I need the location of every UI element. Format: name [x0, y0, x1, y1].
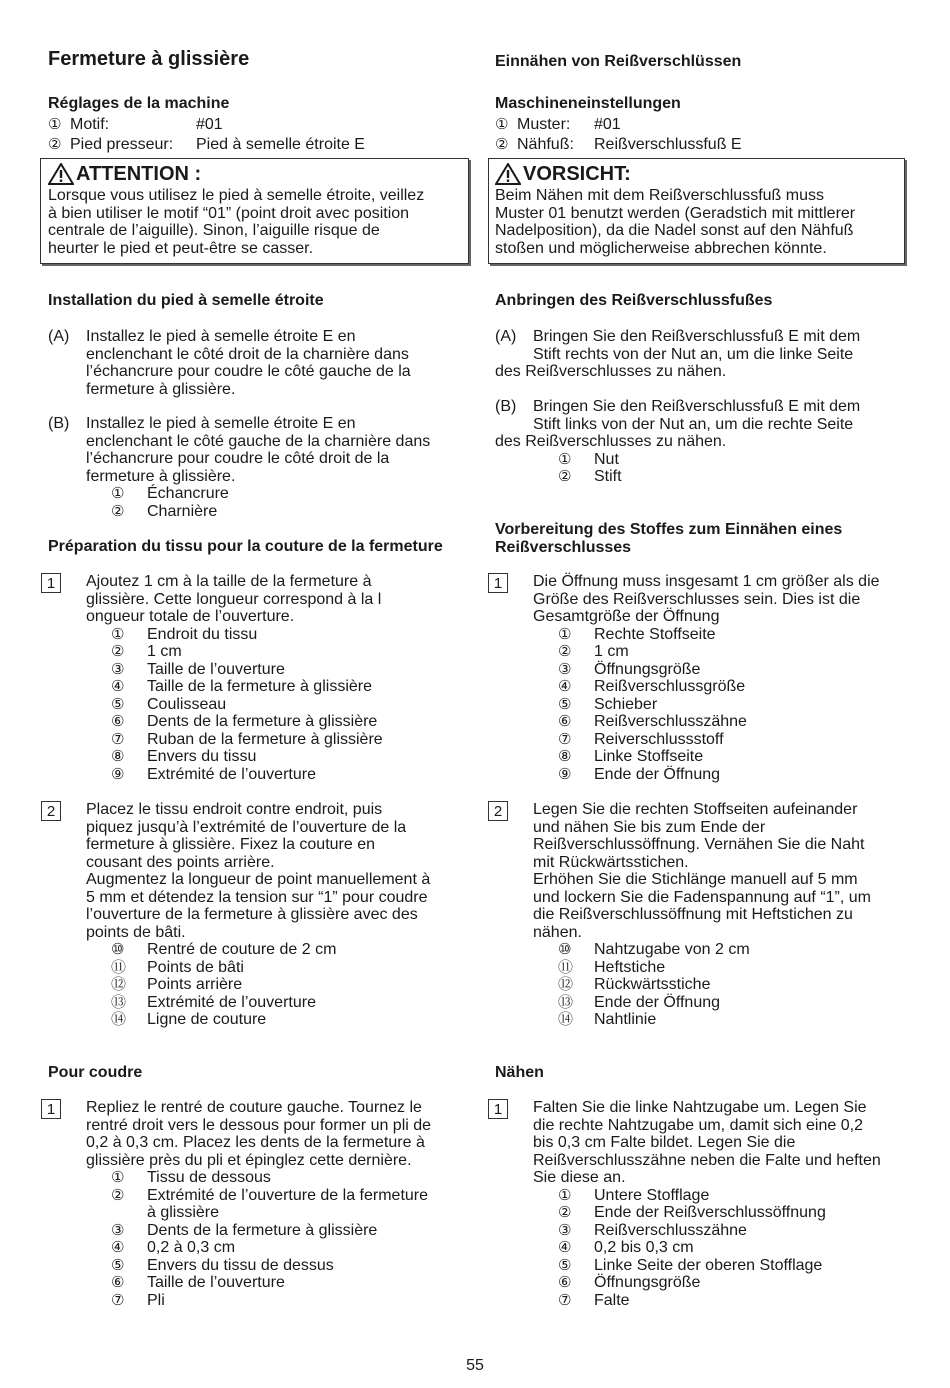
step-number: 2 [488, 801, 508, 821]
list-item: ③ Dents de la fermeture à glissière [111, 1221, 378, 1239]
caution-text: Lorsque vous utilisez le pied à semelle étroite, veillez à bien utiliser le motif “01” (point droit avec position centrale de l’aiguille). Sinon, l’aiguille risque de heurter le pied et peut-être se casser. [48, 187, 425, 257]
list-item: ⑤ Schieber [558, 695, 658, 713]
install-heading-de: Anbringen des Reißverschlussfußes [495, 292, 773, 309]
page-title-de: Einnähen von Reißverschlüssen [495, 53, 742, 70]
settings-row-pattern: ① Motif: #01 [48, 116, 223, 133]
list-item: ⑨ Extrémité de l’ouverture [111, 765, 316, 783]
list-item: ⑫ Points arrière [111, 976, 243, 993]
sew-step-1: 1 Repliez le rentré de couture gauche. Tournez le rentré droit vers le dessous pour former un pli de 0,2 à 0,3 cm. Placez les dents de la fermeture à glissière près du pli et épinglez cette dernière. ① Tissu de dessous ② Extrémité de l’ouverture de la fermeture à glissière ③ Dents de la fermeture à glissière ④ 0,2 à 0,3 cm ⑤ Envers du tissu de dessus ⑥ Taille de l’ouverture ⑦ Pli [48, 1099, 473, 1309]
list-item: ⑧ Envers du tissu [111, 748, 257, 765]
caution-title: ATTENTION : [48, 161, 464, 187]
install-option-a-de: (A) Bringen Sie den Reißverschlussfuß E mit dem Stift rechts von der Nut an, um die linke Seite des Reißverschlusses zu nähen. [495, 328, 861, 380]
list-item: ① Untere Stofflage [558, 1186, 710, 1204]
list-item: ① Rechte Stoffseite [558, 625, 716, 643]
prep-step-1-legend [48, 626, 473, 784]
caution-text-de: Beim Nähen mit dem Reißverschlussfuß muss Muster 01 benutzt werden (Geradstich mit mittlerer Nadelposition), da die Nadel sonst auf den Nähfuß stoßen und möglicherweise abbrechen könnte. [495, 187, 856, 257]
step-number: 1 [41, 573, 61, 593]
list-item: ⑪ Points de bâti [111, 958, 244, 976]
warning-icon [48, 163, 74, 185]
settings-row-pattern-de: ① Muster: #01 [495, 116, 621, 133]
settings-heading-de: Maschineneinstellungen [495, 95, 681, 112]
list-item: ⑧ Linke Stoffseite [558, 748, 704, 765]
prep-step-1-de: 1 Die Öffnung muss insgesamt 1 cm größer als die Größe des Reißverschlusses sein. Dies ist die Gesamtgröße der Öffnung ① Rechte Stoffseite ② 1 cm ③ Öffnungsgröße ④ Reißverschlussgröße ⑤ Schieber ⑥ Reißverschlusszähne ⑦ Reiverschlussstoff ⑧ Linke Stoffseite ⑨ Ende der Öffnung [495, 573, 920, 783]
sew-step-1-legend [48, 1169, 473, 1309]
page-number: 55 [466, 1357, 484, 1374]
step-number: 1 [488, 1099, 508, 1119]
list-item: ⑥ Öffnungsgröße [558, 1274, 701, 1291]
list-item: ⑦ Reiverschlussstoff [558, 730, 724, 748]
install-option-b-de: (B) Bringen Sie den Reißverschlussfuß E mit dem Stift links von der Nut an, um die rechte Seite des Reißverschlusses zu nähen. ① Nut ② Stift [495, 398, 920, 486]
prep-step-2-de: 2 Legen Sie die rechten Stoffseiten aufeinander und nähen Sie bis zum Ende der Reißverschlussöffnung. Vernähen Sie die Naht mit Rückwärtsstichen. Erhöhen Sie die Stichlänge manuell auf 5 mm und lockern Sie die Fadenspannung auf “1”, um die Reißverschlussöffnung mit Heftstichen zu nähen. ⑩ Nahtzugabe von 2 cm ⑪ Heftstiche ⑫ Rückwärtsstiche ⑬ Ende der Öffnung ⑭ Nahtlinie [495, 801, 920, 1029]
list-item: ⑦ Ruban de la fermeture à glissière [111, 730, 383, 748]
prep-step-2-legend [48, 941, 473, 1029]
list-item: ① Nut [558, 450, 619, 468]
list-item: ⑬ Ende der Öffnung [558, 993, 721, 1011]
list-item: ① Tissu de dessous [111, 1169, 271, 1186]
list-item: ③ Reißverschlusszähne [558, 1221, 747, 1239]
list-item: ⑨ Ende der Öffnung [558, 765, 721, 783]
warning-icon [495, 163, 521, 185]
sew-heading: Pour coudre [48, 1064, 143, 1081]
install-legend-de [495, 451, 920, 486]
list-item: ③ Taille de l’ouverture [111, 660, 285, 678]
sew-step-1-de: 1 Falten Sie die linke Nahtzugabe um. Legen Sie die rechte Nahtzugabe um, damit sich eine 0,2 bis 0,3 cm Falte bildet. Legen Sie die Reißverschlusszähne neben die Falte und heften Sie diese an. ① Untere Stofflage ② Ende der Reißverschlussöffnung ③ Reißverschlusszähne ④ 0,2 bis 0,3 cm ⑤ Linke Seite der oberen Stofflage ⑥ Öffnungsgröße ⑦ Falte [495, 1099, 920, 1309]
prep-step-2: 2 Placez le tissu endroit contre endroit, puis piquez jusqu’à l’extrémité de l’ouverture de la fermeture à glissière. Fixez la couture en cousant des points arrière. Augmentez la longueur de point manuellement à 5 mm et détendez la tension sur “1” pour coudre l’ouverture de la fermeture à glissière avec des points de bâti. ⑩ Rentré de couture de 2 cm ⑪ Points de bâti ⑫ Points arrière ⑬ Extrémité de l’ouverture ⑭ Ligne de couture [48, 801, 473, 1029]
list-item: ② Charnière [111, 502, 218, 520]
prep-step-1: 1 Ajoutez 1 cm à la taille de la fermeture à glissière. Cette longueur correspond à la l ongueur totale de l’ouverture. ① Endroit du tissu ② 1 cm ③ Taille de l’ouverture ④ Taille de la fermeture à glissière ⑤ Coulisseau ⑥ Dents de la fermeture à glissière ⑦ Ruban de la fermeture à glissière ⑧ Envers du tissu ⑨ Extrémité de l’ouverture [48, 573, 473, 783]
list-item: ② 1 cm [111, 643, 182, 660]
list-item: ⑥ Dents de la fermeture à glissière [111, 713, 378, 730]
page-title: Fermeture à glissière [48, 48, 250, 70]
step-number: 1 [41, 1099, 61, 1119]
list-item: ④ 0,2 à 0,3 cm [111, 1239, 236, 1256]
prep-heading: Préparation du tissu pour la couture de la fermeture [48, 538, 443, 555]
prep-step-2-legend-de [495, 941, 920, 1029]
list-item: ② Ende der Reißverschlussöffnung [558, 1204, 826, 1221]
list-item: ④ Reißverschlussgröße [558, 678, 746, 695]
list-item: ② Extrémité de l’ouverture de la fermeture [111, 1186, 429, 1204]
list-item: ④ 0,2 bis 0,3 cm [558, 1239, 694, 1256]
settings-row-foot-de: ② Nähfuß: Reißverschlussfuß E [495, 136, 742, 153]
list-item: ① Endroit du tissu [111, 625, 258, 643]
list-item: ⑤ Linke Seite der oberen Stofflage [558, 1256, 823, 1274]
list-item: ⑦ Pli [111, 1291, 165, 1309]
list-item: ⑥ Taille de l’ouverture [111, 1274, 285, 1291]
list-item: ② 1 cm [558, 643, 629, 660]
list-item: à glissière [147, 1204, 220, 1221]
sew-heading-de: Nähen [495, 1064, 544, 1081]
step-number: 1 [488, 573, 508, 593]
sew-step-1-legend-de [495, 1187, 920, 1310]
list-item: ⑩ Nahtzugabe von 2 cm [558, 941, 750, 958]
list-item: ④ Taille de la fermeture à glissière [111, 678, 372, 695]
caution-box [40, 158, 469, 264]
install-option-a: (A) Installez le pied à semelle étroite E en enclenchant le côté droit de la charnière dans l’échancrure pour coudre le côté gauche de la fermeture à glissière. [48, 328, 411, 398]
settings-heading: Réglages de la machine [48, 95, 230, 112]
list-item: ⑤ Envers du tissu de dessus [111, 1256, 334, 1274]
list-item: ⑫ Rückwärtsstiche [558, 976, 711, 993]
caution-title-de: VORSICHT: [495, 161, 900, 187]
prep-step-1-legend-de [495, 626, 920, 784]
list-item: ⑤ Coulisseau [111, 695, 227, 713]
list-item: ③ Öffnungsgröße [558, 660, 701, 678]
install-heading: Installation du pied à semelle étroite [48, 292, 324, 309]
step-number: 2 [41, 801, 61, 821]
install-legend [48, 485, 473, 520]
list-item: ⑭ Nahtlinie [558, 1011, 657, 1028]
list-item: ⑪ Heftstiche [558, 958, 666, 976]
settings-row-foot: ② Pied presseur: Pied à semelle étroite E [48, 136, 365, 153]
list-item: ② Stift [558, 468, 622, 485]
list-item: ⑭ Ligne de couture [111, 1011, 267, 1028]
list-item: ⑬ Extrémité de l’ouverture [111, 993, 316, 1011]
list-item: ⑩ Rentré de couture de 2 cm [111, 941, 337, 958]
prep-heading-de: Vorbereitung des Stoffes zum Einnähen eines Reißverschlusses [495, 521, 843, 556]
caution-box-de [488, 158, 905, 264]
list-item: ⑥ Reißverschlusszähne [558, 713, 747, 730]
install-option-b: (B) Installez le pied à semelle étroite E en enclenchant le côté gauche de la charnière dans l’échancrure pour coudre le côté droit de la fermeture à glissière. ① Échancrure ② Charnière [48, 415, 473, 520]
list-item: ① Échancrure [111, 485, 229, 502]
list-item: ⑦ Falte [558, 1291, 630, 1309]
